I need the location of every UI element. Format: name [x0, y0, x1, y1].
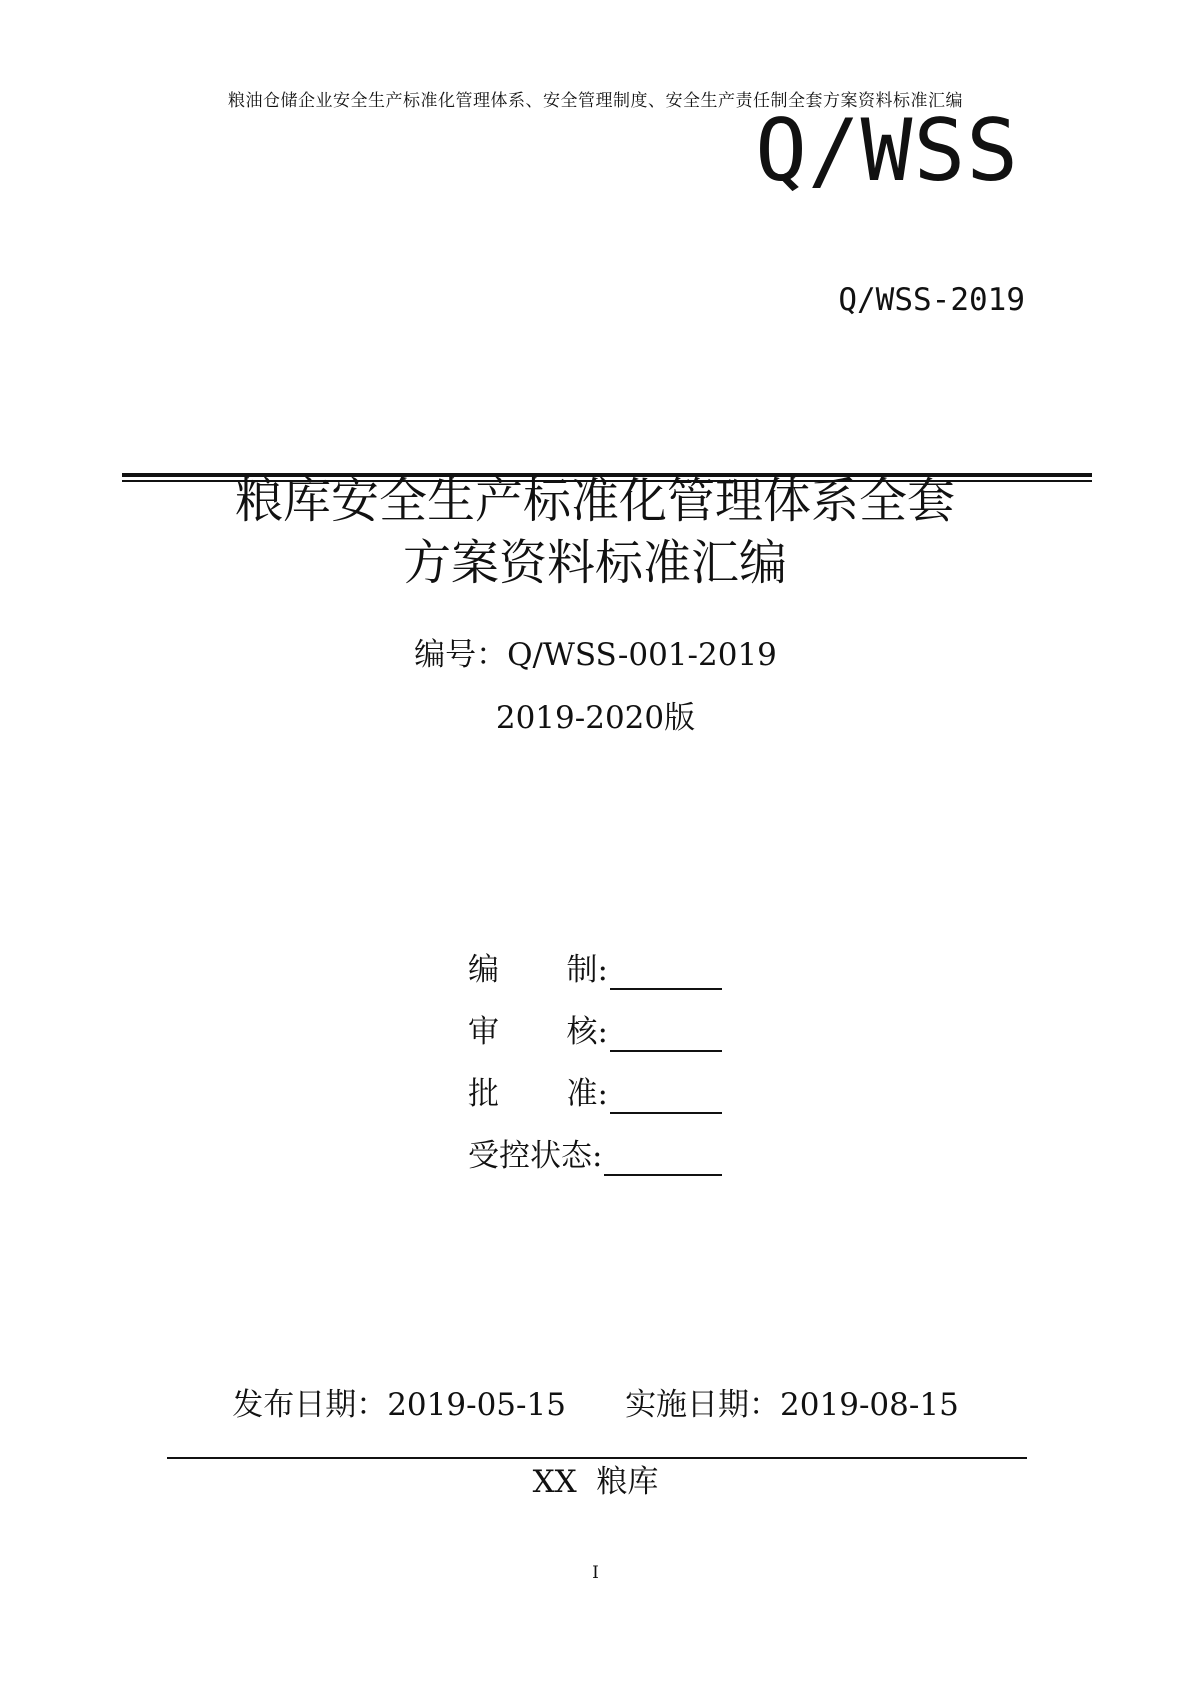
signature-row-compiled: [468, 950, 722, 990]
signature-row-control-status: [468, 1136, 722, 1176]
signature-label-b: 核:: [566, 1014, 608, 1050]
signature-label: [468, 950, 608, 990]
signature-label-a: 审: [468, 1014, 499, 1050]
signature-blank[interactable]: [610, 1080, 722, 1114]
standard-mark: Q/WSS: [755, 101, 1019, 201]
date-row: [0, 1385, 1191, 1425]
signature-label: [468, 1074, 608, 1114]
document-number: 编号：Q/WSS-001-2019: [414, 637, 777, 673]
signature-label-b: 准:: [566, 1076, 608, 1112]
document-title: [100, 470, 1090, 594]
footer-rule: [167, 1457, 1027, 1459]
document-title-line2: 方案资料标准汇编: [402, 535, 787, 591]
signature-label: 受控状态:: [468, 1138, 603, 1174]
page-number: I: [592, 1563, 599, 1583]
date-gap: [566, 1387, 625, 1423]
signature-blank[interactable]: [610, 1018, 722, 1052]
release-date: 发布日期：2019-05-15: [232, 1387, 566, 1423]
signature-blank[interactable]: [604, 1142, 722, 1176]
signature-label: [468, 1012, 608, 1052]
effective-date: 实施日期：2019-08-15: [625, 1387, 959, 1423]
edition-label: 2019-2020版: [495, 700, 696, 736]
signature-label-a: 批: [468, 1076, 499, 1112]
organization-name: XX 粮库: [532, 1464, 659, 1500]
standard-code: Q/WSS-2019: [838, 282, 1025, 318]
signature-blank[interactable]: [610, 956, 722, 990]
signature-row-approved: [468, 1074, 722, 1114]
document-title-line1: 粮库安全生产标准化管理体系全套: [234, 473, 955, 529]
signature-label-a: 编: [468, 952, 499, 988]
running-header: 粮油仓储企业安全生产标准化管理体系、安全管理制度、安全生产责任制全套方案资料标准汇编: [228, 91, 963, 111]
signature-label-b: 制:: [566, 952, 608, 988]
signature-row-reviewed: [468, 1012, 722, 1052]
